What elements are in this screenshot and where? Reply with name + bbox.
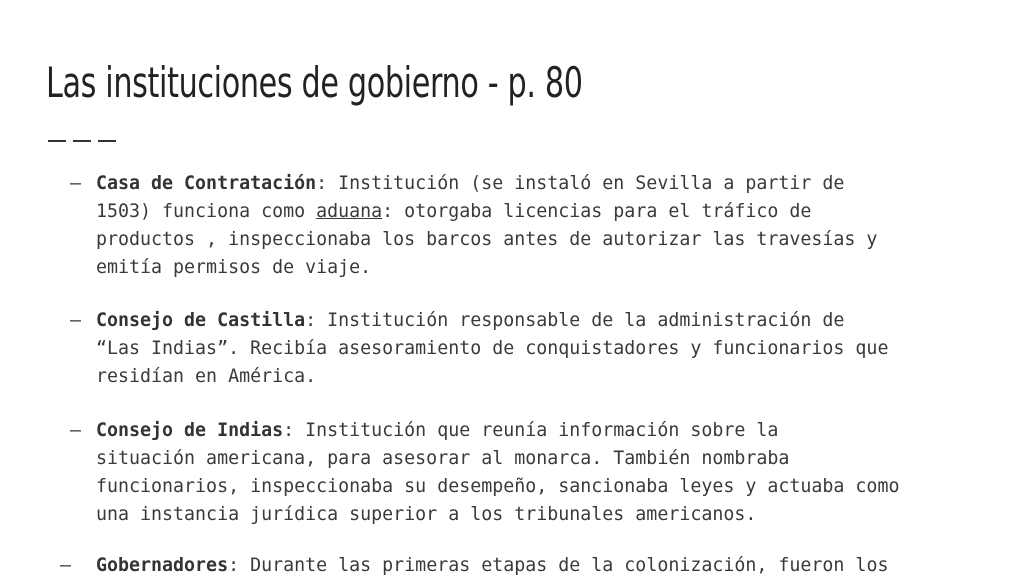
item-line xyxy=(96,307,976,335)
item-line xyxy=(96,198,976,226)
item-term: Consejo de Castilla xyxy=(96,310,306,331)
item-text: 1503) funciona como xyxy=(96,201,317,222)
item-line: una instancia jurídica superior a los tribunales americanos. xyxy=(96,504,757,525)
slide-title: Las instituciones de gobierno - p. 80 xyxy=(46,58,583,107)
item-term: Gobernadores xyxy=(96,555,229,576)
bullet-dash: – xyxy=(60,555,72,576)
bullet-dash: – xyxy=(70,173,82,194)
bullet-dash: – xyxy=(70,420,82,441)
list-item-casa-de-contratacion xyxy=(70,170,976,282)
item-line: productos , inspeccionaba los barcos antes de autorizar las travesías y xyxy=(96,229,878,250)
item-text: : otorgaba licencias para el tráfico de xyxy=(382,201,812,222)
item-text: : Institución que reunía información sobre la xyxy=(283,420,779,441)
item-line: “Las Indias”. Recibía asesoramiento de conquistadores y funcionarios que xyxy=(96,338,889,359)
item-term: Casa de Contratación xyxy=(96,173,317,194)
item-term: Consejo de Indias xyxy=(96,420,284,441)
title-divider xyxy=(48,140,116,142)
item-line: funcionarios, inspeccionaba su desempeño, sancionaba leyes y actuaba como xyxy=(96,476,900,497)
item-line: emitía permisos de viaje. xyxy=(96,257,372,278)
item-text: : Institución (se instaló en Sevilla a partir de xyxy=(316,173,845,194)
item-line xyxy=(96,170,976,198)
item-line: residían en América. xyxy=(96,366,317,387)
item-text: : Institución responsable de la administración de xyxy=(305,310,845,331)
item-line: situación americana, para asesorar al monarca. También nombraba xyxy=(96,448,790,469)
item-line xyxy=(96,417,976,445)
item-text: : Durante las primeras etapas de la colonización, fueron los xyxy=(228,555,889,576)
underlined-term: aduana xyxy=(316,201,383,222)
list-item-consejo-de-castilla xyxy=(70,307,976,391)
bullet-dash: – xyxy=(70,310,82,331)
list-item-consejo-de-indias xyxy=(70,417,976,529)
